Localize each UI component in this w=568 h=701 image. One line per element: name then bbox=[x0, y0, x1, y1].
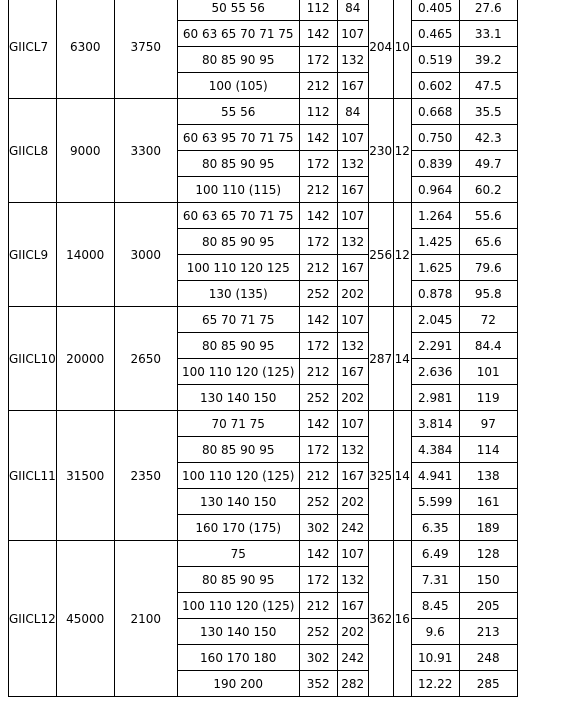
length1-cell: 172 bbox=[299, 229, 337, 255]
mass-cell: 213 bbox=[459, 619, 517, 645]
length1-cell: 142 bbox=[299, 411, 337, 437]
mass-cell: 95.8 bbox=[459, 281, 517, 307]
inertia-cell: 7.31 bbox=[411, 567, 459, 593]
mass-cell: 97 bbox=[459, 411, 517, 437]
mass-cell: 84.4 bbox=[459, 333, 517, 359]
mass-cell: 205 bbox=[459, 593, 517, 619]
length1-cell: 112 bbox=[299, 99, 337, 125]
bore-cell: 60 63 65 70 71 75 bbox=[177, 21, 299, 47]
spec-table-body bbox=[9, 0, 518, 697]
speed-cell: 2350 bbox=[114, 411, 177, 541]
mass-cell: 114 bbox=[459, 437, 517, 463]
length2-cell: 167 bbox=[337, 593, 368, 619]
bore-cell: 80 85 90 95 bbox=[177, 47, 299, 73]
dimension2-cell: 12 bbox=[393, 203, 411, 307]
mass-cell: 60.2 bbox=[459, 177, 517, 203]
bore-cell: 80 85 90 95 bbox=[177, 151, 299, 177]
mass-cell: 285 bbox=[459, 671, 517, 697]
model-cell: GIICL12 bbox=[9, 541, 57, 697]
mass-cell: 79.6 bbox=[459, 255, 517, 281]
dimension2-cell: 10 bbox=[393, 0, 411, 99]
length2-cell: 132 bbox=[337, 333, 368, 359]
mass-cell: 128 bbox=[459, 541, 517, 567]
table-row bbox=[9, 541, 518, 567]
table-row bbox=[9, 99, 518, 125]
coupling-spec-table bbox=[8, 0, 518, 697]
inertia-cell: 3.814 bbox=[411, 411, 459, 437]
length2-cell: 132 bbox=[337, 47, 368, 73]
torque-cell: 14000 bbox=[56, 203, 114, 307]
length1-cell: 252 bbox=[299, 281, 337, 307]
bore-cell: 160 170 180 bbox=[177, 645, 299, 671]
torque-cell: 9000 bbox=[56, 99, 114, 203]
inertia-cell: 2.291 bbox=[411, 333, 459, 359]
mass-cell: 42.3 bbox=[459, 125, 517, 151]
length2-cell: 242 bbox=[337, 645, 368, 671]
inertia-cell: 4.384 bbox=[411, 437, 459, 463]
mass-cell: 47.5 bbox=[459, 73, 517, 99]
dimension1-cell: 287 bbox=[368, 307, 393, 411]
length1-cell: 172 bbox=[299, 333, 337, 359]
inertia-cell: 4.941 bbox=[411, 463, 459, 489]
bore-cell: 60 63 65 70 71 75 bbox=[177, 203, 299, 229]
model-cell: GIICL9 bbox=[9, 203, 57, 307]
length2-cell: 202 bbox=[337, 619, 368, 645]
mass-cell: 49.7 bbox=[459, 151, 517, 177]
length1-cell: 212 bbox=[299, 73, 337, 99]
length2-cell: 107 bbox=[337, 125, 368, 151]
bore-cell: 130 140 150 bbox=[177, 385, 299, 411]
table-row bbox=[9, 0, 518, 21]
length1-cell: 142 bbox=[299, 307, 337, 333]
inertia-cell: 9.6 bbox=[411, 619, 459, 645]
inertia-cell: 6.35 bbox=[411, 515, 459, 541]
torque-cell: 31500 bbox=[56, 411, 114, 541]
model-cell: GIICL7 bbox=[9, 0, 57, 99]
dimension2-cell: 14 bbox=[393, 307, 411, 411]
inertia-cell: 0.519 bbox=[411, 47, 459, 73]
bore-cell: 80 85 90 95 bbox=[177, 229, 299, 255]
table-row bbox=[9, 203, 518, 229]
model-cell: GIICL8 bbox=[9, 99, 57, 203]
table-row bbox=[9, 307, 518, 333]
speed-cell: 2100 bbox=[114, 541, 177, 697]
speed-cell: 3750 bbox=[114, 0, 177, 99]
bore-cell: 50 55 56 bbox=[177, 0, 299, 21]
length1-cell: 352 bbox=[299, 671, 337, 697]
length2-cell: 202 bbox=[337, 281, 368, 307]
dimension1-cell: 362 bbox=[368, 541, 393, 697]
length2-cell: 167 bbox=[337, 463, 368, 489]
length2-cell: 242 bbox=[337, 515, 368, 541]
length2-cell: 167 bbox=[337, 255, 368, 281]
mass-cell: 65.6 bbox=[459, 229, 517, 255]
bore-cell: 160 170 (175) bbox=[177, 515, 299, 541]
bore-cell: 80 85 90 95 bbox=[177, 567, 299, 593]
length1-cell: 142 bbox=[299, 541, 337, 567]
length1-cell: 252 bbox=[299, 385, 337, 411]
inertia-cell: 0.405 bbox=[411, 0, 459, 21]
inertia-cell: 0.465 bbox=[411, 21, 459, 47]
length2-cell: 202 bbox=[337, 385, 368, 411]
bore-cell: 80 85 90 95 bbox=[177, 333, 299, 359]
dimension1-cell: 325 bbox=[368, 411, 393, 541]
bore-cell: 75 bbox=[177, 541, 299, 567]
length1-cell: 142 bbox=[299, 125, 337, 151]
mass-cell: 101 bbox=[459, 359, 517, 385]
inertia-cell: 0.750 bbox=[411, 125, 459, 151]
length2-cell: 167 bbox=[337, 177, 368, 203]
length2-cell: 167 bbox=[337, 359, 368, 385]
model-cell: GIICL11 bbox=[9, 411, 57, 541]
bore-cell: 100 (105) bbox=[177, 73, 299, 99]
length1-cell: 172 bbox=[299, 47, 337, 73]
inertia-cell: 2.636 bbox=[411, 359, 459, 385]
mass-cell: 138 bbox=[459, 463, 517, 489]
mass-cell: 35.5 bbox=[459, 99, 517, 125]
length1-cell: 142 bbox=[299, 21, 337, 47]
bore-cell: 100 110 120 (125) bbox=[177, 593, 299, 619]
inertia-cell: 6.49 bbox=[411, 541, 459, 567]
length1-cell: 302 bbox=[299, 645, 337, 671]
length1-cell: 302 bbox=[299, 515, 337, 541]
inertia-cell: 1.625 bbox=[411, 255, 459, 281]
mass-cell: 189 bbox=[459, 515, 517, 541]
spec-table-container bbox=[8, 0, 518, 697]
length1-cell: 212 bbox=[299, 177, 337, 203]
inertia-cell: 0.602 bbox=[411, 73, 459, 99]
dimension2-cell: 16 bbox=[393, 541, 411, 697]
bore-cell: 80 85 90 95 bbox=[177, 437, 299, 463]
bore-cell: 65 70 71 75 bbox=[177, 307, 299, 333]
inertia-cell: 0.878 bbox=[411, 281, 459, 307]
length2-cell: 84 bbox=[337, 99, 368, 125]
inertia-cell: 10.91 bbox=[411, 645, 459, 671]
length2-cell: 202 bbox=[337, 489, 368, 515]
length1-cell: 112 bbox=[299, 0, 337, 21]
mass-cell: 33.1 bbox=[459, 21, 517, 47]
speed-cell: 3000 bbox=[114, 203, 177, 307]
length2-cell: 84 bbox=[337, 0, 368, 21]
bore-cell: 55 56 bbox=[177, 99, 299, 125]
bore-cell: 100 110 (115) bbox=[177, 177, 299, 203]
dimension2-cell: 14 bbox=[393, 411, 411, 541]
bore-cell: 100 110 120 (125) bbox=[177, 359, 299, 385]
length1-cell: 252 bbox=[299, 619, 337, 645]
dimension1-cell: 256 bbox=[368, 203, 393, 307]
torque-cell: 45000 bbox=[56, 541, 114, 697]
mass-cell: 119 bbox=[459, 385, 517, 411]
mass-cell: 248 bbox=[459, 645, 517, 671]
length2-cell: 132 bbox=[337, 437, 368, 463]
length1-cell: 142 bbox=[299, 203, 337, 229]
torque-cell: 20000 bbox=[56, 307, 114, 411]
mass-cell: 72 bbox=[459, 307, 517, 333]
length2-cell: 132 bbox=[337, 151, 368, 177]
length1-cell: 172 bbox=[299, 567, 337, 593]
inertia-cell: 1.425 bbox=[411, 229, 459, 255]
inertia-cell: 2.045 bbox=[411, 307, 459, 333]
length1-cell: 212 bbox=[299, 593, 337, 619]
length2-cell: 132 bbox=[337, 567, 368, 593]
length2-cell: 107 bbox=[337, 541, 368, 567]
bore-cell: 100 110 120 (125) bbox=[177, 463, 299, 489]
speed-cell: 2650 bbox=[114, 307, 177, 411]
length1-cell: 252 bbox=[299, 489, 337, 515]
length2-cell: 282 bbox=[337, 671, 368, 697]
bore-cell: 100 110 120 125 bbox=[177, 255, 299, 281]
length2-cell: 107 bbox=[337, 411, 368, 437]
mass-cell: 55.6 bbox=[459, 203, 517, 229]
inertia-cell: 0.964 bbox=[411, 177, 459, 203]
inertia-cell: 5.599 bbox=[411, 489, 459, 515]
dimension1-cell: 230 bbox=[368, 99, 393, 203]
mass-cell: 150 bbox=[459, 567, 517, 593]
bore-cell: 60 63 95 70 71 75 bbox=[177, 125, 299, 151]
length1-cell: 212 bbox=[299, 255, 337, 281]
inertia-cell: 2.981 bbox=[411, 385, 459, 411]
bore-cell: 130 140 150 bbox=[177, 489, 299, 515]
length2-cell: 132 bbox=[337, 229, 368, 255]
length1-cell: 212 bbox=[299, 359, 337, 385]
length2-cell: 107 bbox=[337, 21, 368, 47]
length2-cell: 107 bbox=[337, 307, 368, 333]
bore-cell: 190 200 bbox=[177, 671, 299, 697]
dimension1-cell: 204 bbox=[368, 0, 393, 99]
mass-cell: 27.6 bbox=[459, 0, 517, 21]
model-cell: GIICL10 bbox=[9, 307, 57, 411]
mass-cell: 39.2 bbox=[459, 47, 517, 73]
speed-cell: 3300 bbox=[114, 99, 177, 203]
inertia-cell: 8.45 bbox=[411, 593, 459, 619]
table-row bbox=[9, 411, 518, 437]
dimension2-cell: 12 bbox=[393, 99, 411, 203]
length1-cell: 172 bbox=[299, 151, 337, 177]
length2-cell: 107 bbox=[337, 203, 368, 229]
torque-cell: 6300 bbox=[56, 0, 114, 99]
bore-cell: 70 71 75 bbox=[177, 411, 299, 437]
inertia-cell: 0.839 bbox=[411, 151, 459, 177]
mass-cell: 161 bbox=[459, 489, 517, 515]
length2-cell: 167 bbox=[337, 73, 368, 99]
inertia-cell: 12.22 bbox=[411, 671, 459, 697]
length1-cell: 212 bbox=[299, 463, 337, 489]
bore-cell: 130 (135) bbox=[177, 281, 299, 307]
length1-cell: 172 bbox=[299, 437, 337, 463]
bore-cell: 130 140 150 bbox=[177, 619, 299, 645]
inertia-cell: 0.668 bbox=[411, 99, 459, 125]
inertia-cell: 1.264 bbox=[411, 203, 459, 229]
